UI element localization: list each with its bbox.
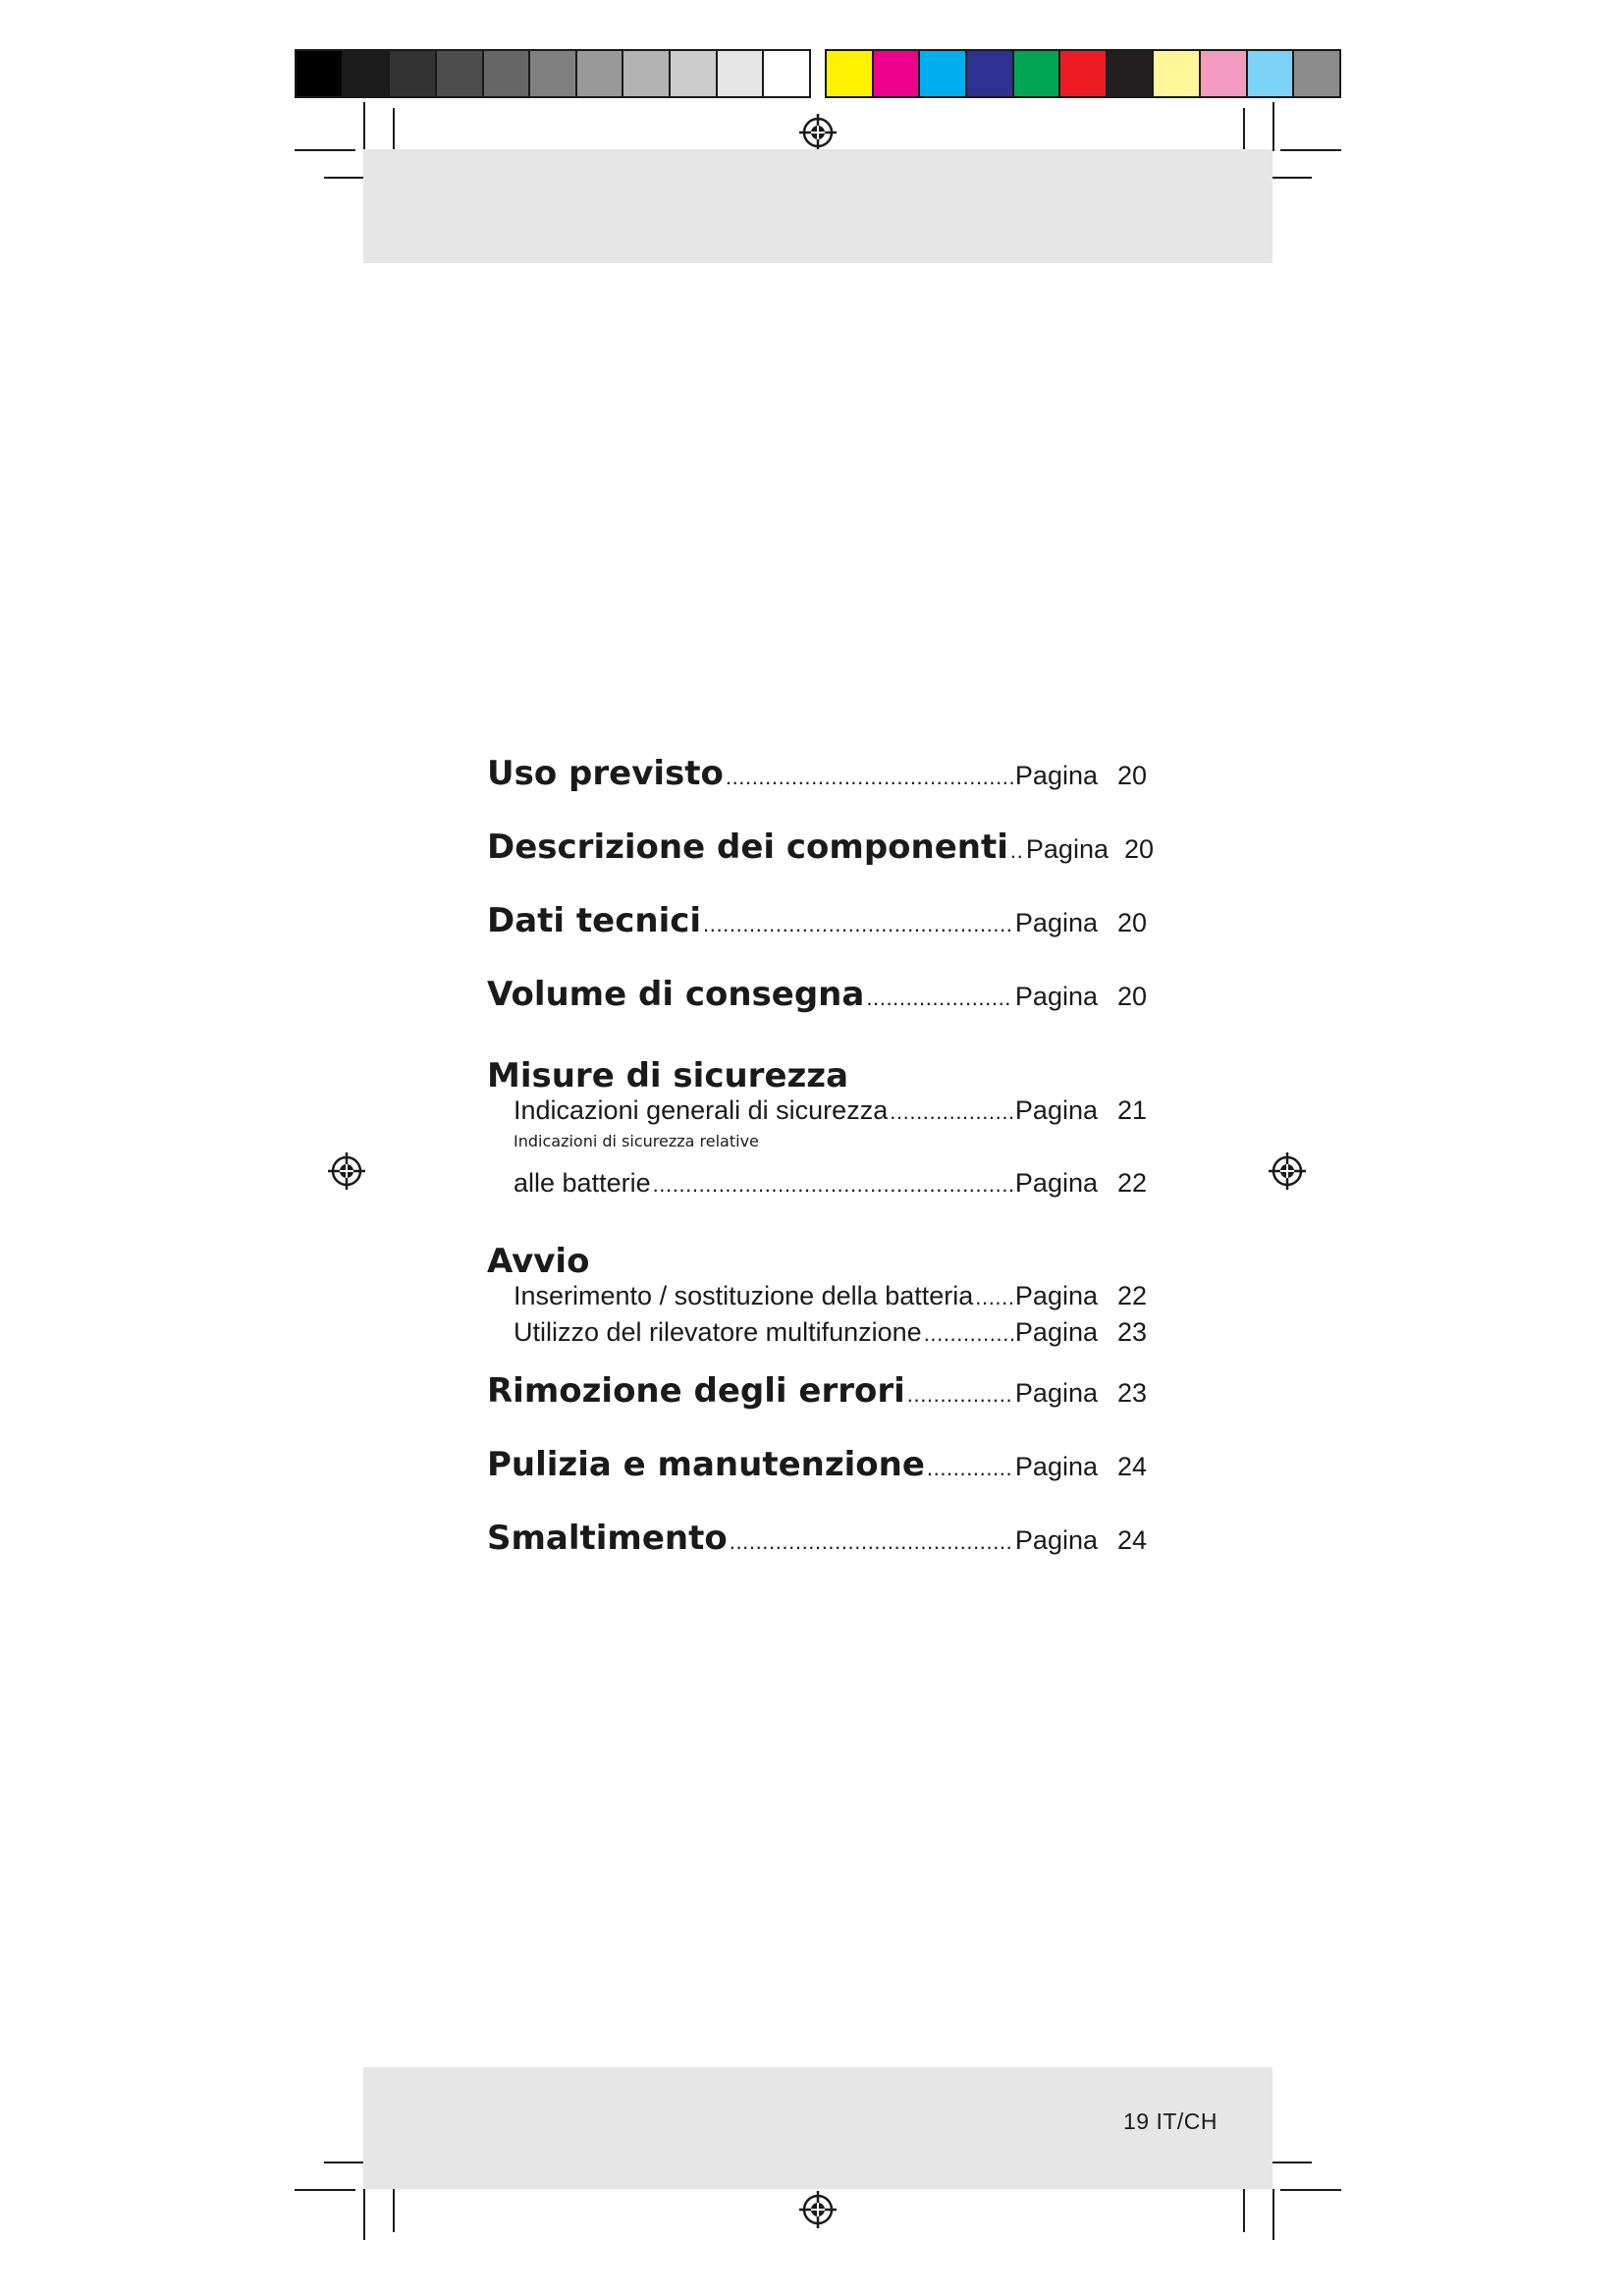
registration-mark-icon <box>797 112 839 153</box>
toc-entry-title: Uso previsto <box>487 754 724 793</box>
page-ref: 20 <box>1123 834 1155 864</box>
toc-subentry[interactable] <box>487 1317 1147 1354</box>
dot-leader <box>866 986 1013 1011</box>
toc-subentry[interactable] <box>487 1095 1147 1132</box>
registration-mark-icon <box>1267 1150 1308 1192</box>
dot-leader <box>653 1172 1013 1198</box>
toc-entry-title: Misure di sicurezza <box>487 1056 849 1095</box>
crop-mark <box>1272 2189 1274 2240</box>
dot-leader <box>1010 838 1024 864</box>
toc-entry-title: Smaltimento <box>487 1519 728 1558</box>
crop-mark <box>295 2189 355 2191</box>
crop-mark <box>393 108 395 155</box>
color-swatch <box>827 51 874 96</box>
page-ref: 20 <box>1116 982 1147 1011</box>
color-swatch <box>671 51 718 96</box>
page-ref: 23 <box>1116 1317 1147 1347</box>
dot-leader <box>890 1099 1013 1125</box>
toc-entry-title: Volume di consegna <box>487 975 865 1014</box>
toc-subentry-title: Inserimento / sostituzione della batteria <box>514 1281 974 1310</box>
page-ref: 20 <box>1116 908 1147 937</box>
toc-entry-title: Rimozione degli errori <box>487 1371 905 1411</box>
crop-mark <box>363 2189 365 2240</box>
grayscale-color-bar <box>295 49 811 98</box>
page-label: Pagina <box>1014 1281 1098 1310</box>
color-swatch <box>1294 51 1339 96</box>
dot-leader <box>730 1529 1013 1555</box>
page-label: Pagina <box>1014 1317 1098 1347</box>
header-band <box>363 149 1272 263</box>
toc-subentry-title: Utilizzo del rilevatore multifunzione <box>514 1317 922 1347</box>
color-swatch <box>1201 51 1248 96</box>
dot-leader <box>726 765 1013 790</box>
color-swatch <box>920 51 967 96</box>
color-swatch <box>623 51 671 96</box>
toc-entry[interactable] <box>487 828 1155 901</box>
page-label: Pagina <box>1014 1168 1098 1198</box>
dot-leader <box>924 1321 1013 1347</box>
toc-entry[interactable] <box>487 754 1147 828</box>
toc-subentry[interactable] <box>487 1281 1147 1317</box>
toc-entry[interactable] <box>487 901 1147 975</box>
crop-mark <box>1272 102 1274 151</box>
color-swatch <box>764 51 809 96</box>
page-number: 19 IT/CH <box>1122 2109 1218 2134</box>
footer-band <box>363 2067 1272 2189</box>
table-of-contents <box>487 754 1155 1592</box>
toc-entry-title: Dati tecnici <box>487 901 702 940</box>
color-swatch <box>344 51 391 96</box>
crop-mark <box>1243 108 1245 155</box>
color-swatch <box>1154 51 1201 96</box>
toc-subentry-line[interactable] <box>487 1132 1147 1168</box>
page-ref: 22 <box>1116 1168 1147 1198</box>
toc-section-heading[interactable] <box>487 1048 1147 1095</box>
crop-mark <box>1280 2189 1341 2191</box>
color-swatch <box>390 51 437 96</box>
toc-subentry-title: alle batterie <box>514 1168 651 1198</box>
page-label: Pagina <box>1014 1452 1098 1481</box>
toc-entry-title: Avvio <box>487 1242 590 1281</box>
toc-subentry-title: Indicazioni di sicurezza relative <box>514 1132 759 1150</box>
process-color-bar <box>825 49 1341 98</box>
color-swatch <box>874 51 921 96</box>
color-swatch <box>1060 51 1108 96</box>
color-swatch <box>1108 51 1155 96</box>
color-swatch <box>967 51 1014 96</box>
toc-section-heading[interactable] <box>487 1234 1147 1281</box>
page-ref: 24 <box>1116 1452 1147 1481</box>
page-label: Pagina <box>1014 908 1098 937</box>
page-label: Pagina <box>1014 982 1098 1011</box>
crop-mark <box>295 149 355 151</box>
page-ref: 21 <box>1116 1095 1147 1125</box>
color-swatch <box>577 51 624 96</box>
crop-mark <box>1280 149 1341 151</box>
color-swatch <box>530 51 577 96</box>
registration-mark-icon <box>326 1150 367 1192</box>
page-label: Pagina <box>1014 1525 1098 1555</box>
dot-leader <box>975 1285 1013 1310</box>
dot-leader <box>703 912 1013 937</box>
dot-leader <box>907 1382 1013 1408</box>
page-ref: 24 <box>1116 1525 1147 1555</box>
toc-entry[interactable] <box>487 1371 1147 1445</box>
color-swatch <box>1014 51 1061 96</box>
crop-mark <box>393 2185 395 2232</box>
toc-subentry[interactable] <box>487 1168 1147 1204</box>
toc-entry[interactable] <box>487 1445 1147 1519</box>
dot-leader <box>927 1456 1013 1481</box>
crop-mark <box>1243 2185 1245 2232</box>
color-swatch <box>437 51 484 96</box>
crop-mark <box>363 102 365 151</box>
toc-entry-title: Pulizia e manutenzione <box>487 1445 925 1484</box>
page-ref: 23 <box>1116 1378 1147 1408</box>
toc-subentry-title: Indicazioni generali di sicurezza <box>514 1095 889 1125</box>
page-ref: 20 <box>1116 761 1147 790</box>
page-label: Pagina <box>1014 1095 1098 1125</box>
color-swatch <box>1248 51 1295 96</box>
page-ref: 22 <box>1116 1281 1147 1310</box>
page-label: Pagina <box>1014 761 1098 790</box>
toc-entry-title: Descrizione dei componenti <box>487 828 1008 867</box>
color-swatch <box>297 51 344 96</box>
page-label: Pagina <box>1025 834 1109 864</box>
toc-entry[interactable] <box>487 975 1147 1048</box>
registration-mark-icon <box>797 2189 839 2230</box>
page-label: Pagina <box>1014 1378 1098 1408</box>
color-swatch <box>484 51 531 96</box>
toc-entry[interactable] <box>487 1519 1147 1592</box>
color-swatch <box>718 51 765 96</box>
